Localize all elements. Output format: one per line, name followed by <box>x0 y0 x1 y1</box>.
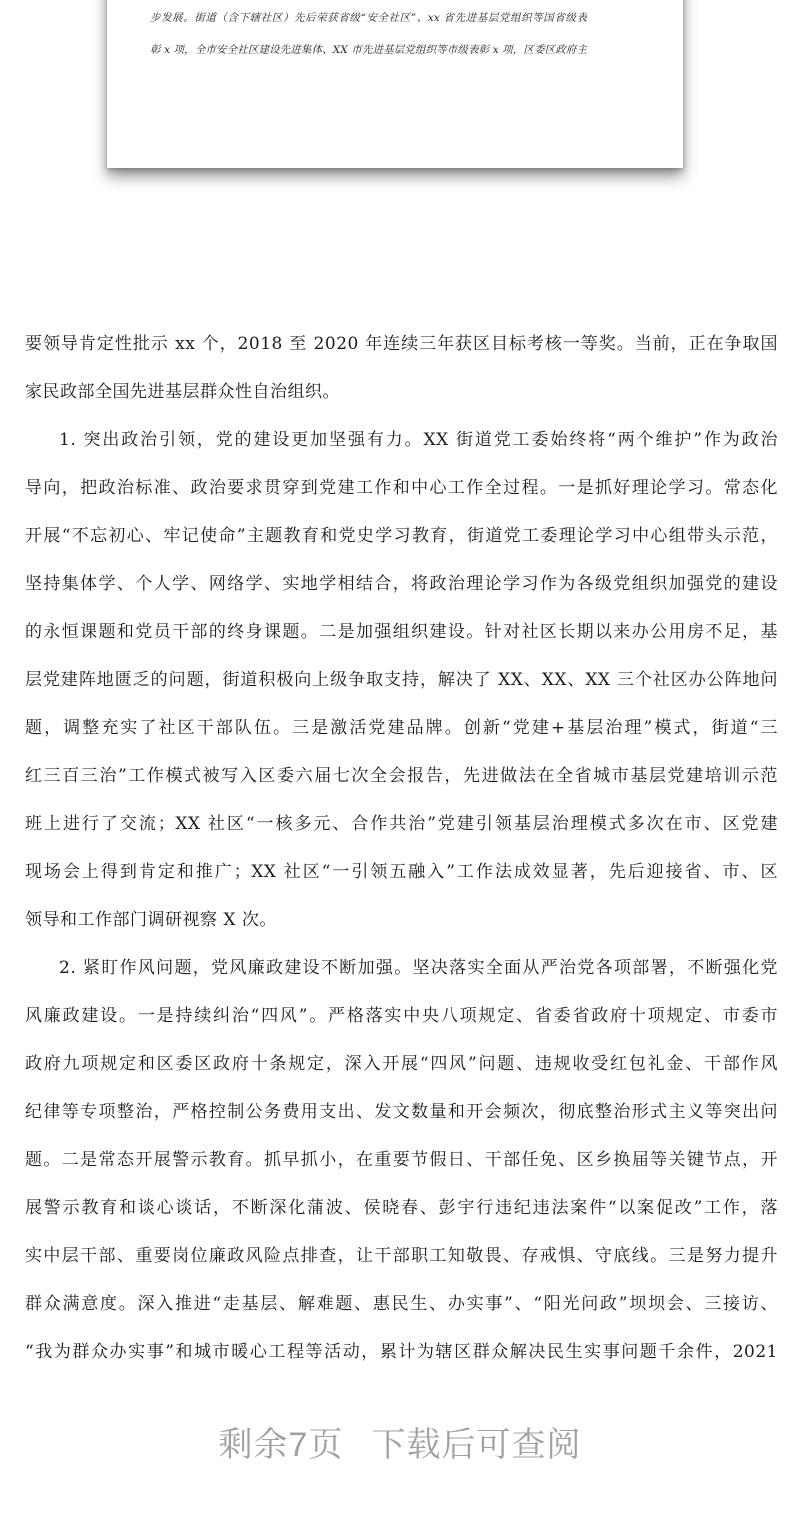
text-line: 题。二是常态开展警示教育。抓早抓小，在重要节假日、干部任免、区乡换届等关键节点，开 <box>25 1150 778 1170</box>
text-line: 风廉政建设。一是持续纠治“四风”。严格落实中央八项规定、省委省政府十项规定、市委市 <box>25 1006 778 1026</box>
text-line: 纪律等专项整治，严格控制公务费用支出、发文数量和开会频次，彻底整治形式主义等突出问 <box>25 1102 778 1122</box>
text-line: 步发展。街道（含下辖社区）先后荣获省级“安全社区”、xx 省先进基层党组织等国省级表 <box>150 12 587 24</box>
text-line: 红三百三治”工作模式被写入区委六届七次全会报告，先进做法在全省城市基层党建培训示范 <box>25 766 778 786</box>
text-line: 1. 突出政治引领，党的建设更加坚强有力。XX 街道党工委始终将“两个维护”作为政治 <box>59 430 778 450</box>
previous-page-text <box>107 0 683 66</box>
text-line: 家民政部全国先进基层群众性自治组织。 <box>25 382 340 402</box>
text-line: 开展“不忘初心、牢记使命”主题教育和党史学习教育，街道党工委理论学习中心组带头示范， <box>25 526 778 546</box>
text-line: 班上进行了交流；XX 社区“一核多元、合作共治”党建引领基层治理模式多次在市、区党建 <box>25 814 778 834</box>
download-to-view-hint: 下载后可查阅 <box>371 1426 582 1464</box>
previous-page-preview <box>107 0 683 168</box>
text-line: 2. 紧盯作风问题，党风廉政建设不断加强。坚决落实全面从严治党各项部署，不断强化党 <box>59 958 778 978</box>
text-line: 领导和工作部门调研视察 X 次。 <box>25 910 277 930</box>
text-line: 要领导肯定性批示 xx 个，2018 至 2020 年连续三年获区目标考核一等奖。当前，正在争取国 <box>25 334 778 354</box>
text-line: 坚持集体学、个人学、网络学、实地学相结合，将政治理论学习作为各级党组织加强党的建设 <box>25 574 778 594</box>
text-line: 展警示教育和谈心谈话，不断深化蒲波、侯晓春、彭宇行违纪违法案件“以案促改”工作，落 <box>25 1198 778 1218</box>
text-line: 题，调整充实了社区干部队伍。三是激活党建品牌。创新“党建+基层治理”模式，街道“三 <box>25 718 778 738</box>
document-body-text <box>25 320 778 1376</box>
text-line: 政府九项规定和区委区政府十条规定，深入开展“四风”问题、违规收受红包礼金、干部作风 <box>25 1054 778 1074</box>
text-line: 的永恒课题和党员干部的终身课题。二是加强组织建设。针对社区长期以来办公用房不足，基 <box>25 622 778 642</box>
remaining-pages-count: 剩余7页 <box>218 1426 344 1464</box>
text-line: 导向，把政治标准、政治要求贯穿到党建工作和中心工作全过程。一是抓好理论学习。常态化 <box>25 478 778 498</box>
text-line: “我为群众办实事”和城市暖心工程等活动，累计为辖区群众解决民生实事问题千余件，2021 <box>25 1342 778 1362</box>
text-line: 彰 x 项，全市安全社区建设先进集体、XX 市先进基层党组织等市级表彰 x 项，区委区政府主 <box>150 44 587 56</box>
text-line: 层党建阵地匮乏的问题，街道积极向上级争取支持，解决了 XX、XX、XX 三个社区办公阵地问 <box>25 670 778 690</box>
text-line: 群众满意度。深入推进“走基层、解难题、惠民生、办实事”、“阳光问政”坝坝会、三接访、 <box>25 1294 778 1314</box>
text-line: 现场会上得到肯定和推广；XX 社区“一引领五融入”工作法成效显著，先后迎接省、市、区 <box>25 862 778 882</box>
text-line: 实中层干部、重要岗位廉政风险点排查，让干部职工知敬畏、存戒惧、守底线。三是努力提升 <box>25 1246 778 1266</box>
remaining-pages-notice <box>0 1420 800 1470</box>
